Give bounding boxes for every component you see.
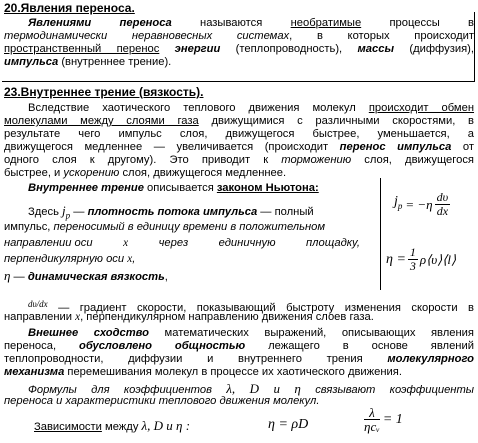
term-braking: торможению <box>281 154 352 166</box>
equals-one: = 1 <box>382 412 403 427</box>
text: перемешивания молекул в процессе их хаотического движения. <box>64 366 402 378</box>
term-irreversible: необратимые <box>290 17 362 29</box>
text: Вследствие хаотического теплового движения молекул <box>28 102 369 114</box>
term-molecules-between-layers: молекулами между слоями газа <box>4 115 199 127</box>
term-momentum-flux-density: плотность потока импульса <box>87 206 258 218</box>
text: называются <box>171 17 291 29</box>
x-symbol: x <box>123 237 129 249</box>
formula-eta-rhoD: η = ρD <box>268 417 309 432</box>
one-third-fraction <box>408 246 418 273</box>
text: лежащего в основе явлений <box>245 340 474 352</box>
text: слоя, движущегося медленнее. <box>119 167 287 179</box>
term-newton-law: законом Ньютона: <box>216 182 319 194</box>
j-letter: j <box>394 194 398 210</box>
s20-line-1 <box>28 17 474 30</box>
s23-p2-line-2 <box>28 204 378 223</box>
s20-line-2 <box>4 30 474 43</box>
eta-equals: η = <box>386 251 406 267</box>
text: (внутреннее трение). <box>58 56 172 68</box>
numerator: λ <box>364 406 380 420</box>
text: от <box>451 141 474 153</box>
s23-p1-line-5 <box>4 154 474 167</box>
p-subscript: p <box>65 210 71 221</box>
s23-p5-line-2: переноса и характеристики теплового движения молекул. <box>4 395 320 407</box>
dv-dx-fraction <box>435 191 451 218</box>
term-molecular: молекулярного <box>387 353 474 365</box>
numerator: dυ <box>436 189 449 204</box>
text: Формулы для коэффициентов <box>28 384 227 396</box>
term-exchange: происходит обмен <box>368 102 475 114</box>
denominator: 3 <box>409 258 416 273</box>
text: перпендикулярную оси <box>4 253 128 265</box>
s20-line-3 <box>4 43 474 56</box>
text: — <box>10 271 28 283</box>
x-symbol: x <box>127 253 133 265</box>
s23-p2-line-6 <box>4 269 354 284</box>
s23-p4-line-2 <box>4 340 474 353</box>
term-internal-friction: Внутреннее трение <box>28 182 144 194</box>
equals-minus-eta: = −η <box>405 196 433 212</box>
formula-lambda-eta-cv <box>364 406 403 433</box>
term-external-similarity: Внешнее сходство <box>28 327 149 339</box>
s23-p1-line-1 <box>28 102 474 115</box>
term-dynamic-viscosity: динамическая вязкость <box>27 271 165 283</box>
text: быстрее, и <box>4 167 64 179</box>
text: движущимися с различными скоростями, в <box>198 115 474 127</box>
s23-p1-line-4 <box>4 141 474 154</box>
text: движущегося медленнее — увеличивается (происходит <box>4 141 340 153</box>
text: математических выражений, описывающих явления <box>149 327 474 339</box>
text: одного слоя к другому). Это приводит к <box>4 154 282 166</box>
dependencies-label <box>34 419 190 434</box>
dv-dx-inline: dυ/dx <box>28 299 48 309</box>
s23-p2-line-1 <box>28 182 378 195</box>
denominator: dx <box>436 203 449 218</box>
box-right-border <box>474 12 475 82</box>
formula-newton <box>394 184 474 224</box>
term-mass: массы <box>357 43 394 55</box>
jp-symbol <box>62 203 71 221</box>
text: — <box>70 206 88 218</box>
text: переноса, <box>4 340 79 352</box>
term-nonequilibrium: термодинамически неравновесных системах <box>4 30 290 42</box>
term-commonality: обусловлено общностью <box>78 340 246 352</box>
s23-p4-line-4 <box>4 366 474 379</box>
s23-p4-line-3 <box>4 353 474 366</box>
text: площадку, <box>306 237 360 249</box>
rho-v-l: ρ⟨υ⟩⟨l⟩ <box>419 251 457 267</box>
text: — полный <box>257 206 314 218</box>
term-mechanism: механизма <box>4 366 65 378</box>
text: процессы в <box>361 17 474 29</box>
term-transferred-per-unit-time: переносимый в единицу времени в положительном <box>53 221 326 233</box>
text: (диффузия), <box>394 43 475 55</box>
j-letter: j <box>62 203 66 218</box>
text: — градиент скорости, показывающий быстроту изменения скорости в <box>47 302 474 314</box>
box-bottom-border <box>2 81 475 82</box>
section-20-heading: 20.Явления переноса. <box>4 1 135 15</box>
s23-p2-line-3 <box>4 221 354 234</box>
lambda-over-eta-cv <box>364 406 380 433</box>
text: направлении <box>4 311 76 323</box>
comma: , <box>164 271 168 283</box>
text: направлении оси <box>4 237 93 249</box>
section-23-heading: 23.Внутреннее трение (вязкость). <box>4 85 204 99</box>
text: (теплопроводность), <box>220 43 358 55</box>
eta-symbol: η <box>4 268 11 283</box>
x-symbol: x <box>75 311 81 323</box>
lambda-D-eta: λ, D и η : <box>141 418 191 433</box>
text: теплопроводности, диффузии и внутреннего трения <box>4 353 388 365</box>
text: , перпендикулярном направлению движения слоев газа. <box>80 311 374 323</box>
term-spatial-transfer: пространственный перенос <box>4 43 160 55</box>
numerator: 1 <box>409 244 416 259</box>
s23-p1-line-3: результате чего импульс слоя, движущегося быстрее, уменьшается, а <box>4 128 474 140</box>
text: , в которых происходит <box>289 30 474 42</box>
text: слоя, движущегося <box>351 154 474 166</box>
p-subscript: p <box>397 200 403 211</box>
s23-p2-line-5 <box>4 253 354 266</box>
s23-p2-line-4 <box>4 237 360 250</box>
denominator: ηcᵥ <box>364 419 380 434</box>
formula-viscosity <box>386 241 474 277</box>
s23-p4-line-1 <box>28 327 474 340</box>
text: описывается <box>143 182 217 194</box>
term-transport-phenomena: Явлениями переноса <box>28 17 172 29</box>
text: через <box>158 237 189 249</box>
comma: , <box>132 253 136 265</box>
jp-symbol <box>394 195 402 213</box>
text: импульс, <box>4 221 54 233</box>
text: между <box>101 421 142 433</box>
s23-p3-line-2 <box>4 311 474 324</box>
s23-p1-line-2 <box>4 115 474 128</box>
term-acceleration: ускорению <box>63 167 120 179</box>
s20-line-4 <box>4 56 474 69</box>
formula-box-left-border <box>380 178 381 290</box>
term-momentum-transfer: перенос импульса <box>339 141 452 153</box>
s23-p1-line-6 <box>4 167 474 180</box>
term-energy: энергии <box>159 43 221 55</box>
text: единичную <box>218 237 276 249</box>
term-momentum: импульса <box>4 56 59 68</box>
lambda-D-eta: λ, D и η <box>226 381 301 396</box>
term-dependencies: Зависимости <box>34 421 102 433</box>
text: Здесь <box>28 206 63 218</box>
text: связывают коэффициенты <box>300 384 475 396</box>
